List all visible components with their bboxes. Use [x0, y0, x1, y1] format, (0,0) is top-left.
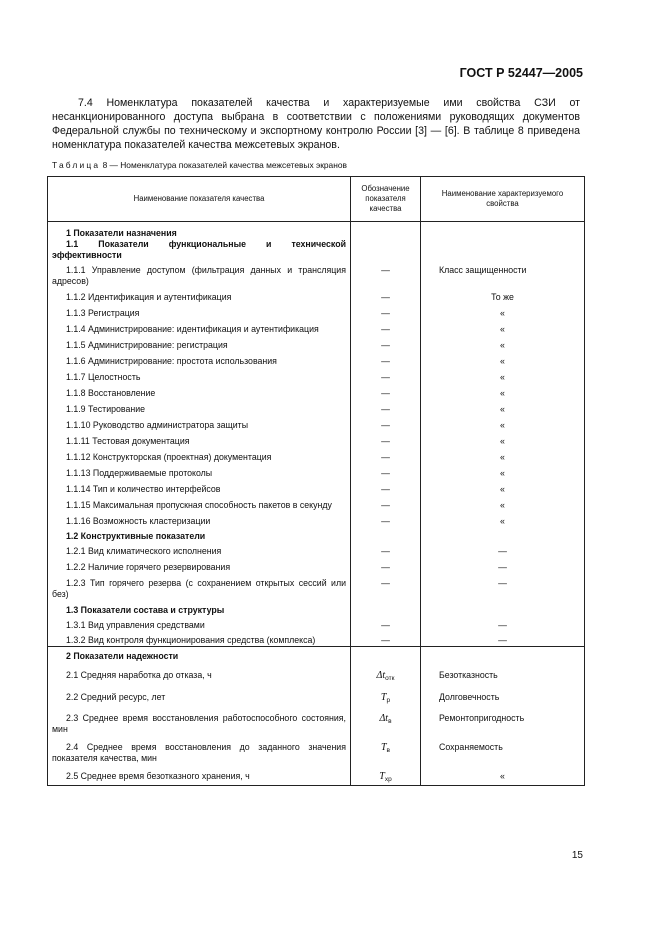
indicator-designation [351, 239, 421, 261]
designation-subscript: в [386, 747, 390, 754]
characterized-property: « [421, 771, 585, 786]
table-row [48, 388, 585, 399]
characterized-property: Безотказность [421, 670, 585, 684]
table-row [48, 670, 585, 684]
indicator-name: 2.5 Среднее время безотказного хранения, ч [48, 771, 351, 786]
table-row [48, 436, 585, 447]
indicator-name: 1.2.1 Вид климатического исполнения [48, 546, 351, 557]
indicator-designation: — [351, 635, 421, 647]
table-row [48, 324, 585, 335]
quality-indicators-table [47, 176, 585, 786]
designation-symbol: Δt [376, 670, 386, 681]
table-row [48, 500, 585, 511]
table-row [48, 516, 585, 527]
indicator-name: 1.1.4 Администрирование: идентификация и аутентификация [48, 324, 351, 335]
indicator-name: 2 Показатели надежности [48, 651, 351, 662]
indicator-name: 1.2 Конструктивные показатели [48, 531, 351, 542]
indicator-name: 1.1.11 Тестовая документация [48, 436, 351, 447]
indicator-name: 1 Показатели назначения [48, 222, 351, 240]
indicator-name: 2.4 Среднее время восстановления до заданного значения показателя качества, мин [48, 742, 351, 764]
characterized-property [421, 239, 585, 261]
table-row [48, 742, 585, 764]
characterized-property: « [421, 500, 585, 511]
row-spacer [48, 706, 585, 713]
table-row [48, 562, 585, 573]
designation-symbol: T [380, 692, 387, 703]
table-row [48, 651, 585, 662]
table-row [48, 356, 585, 367]
designation-subscript: р [386, 697, 391, 704]
indicator-designation: — [351, 420, 421, 431]
indicator-name: 1.1.9 Тестирование [48, 404, 351, 415]
characterized-property: — [421, 546, 585, 557]
table-row [48, 605, 585, 616]
table-row [48, 372, 585, 383]
indicator-name: 1.1.16 Возможность кластеризации [48, 516, 351, 527]
indicator-designation: — [351, 356, 421, 367]
table-row [48, 468, 585, 479]
indicator-name: 1.3.2 Вид контроля функционирования средства (комплекса) [48, 635, 351, 647]
table-row [48, 578, 585, 600]
designation-symbol: T [380, 742, 387, 753]
designation-subscript: отк [385, 675, 395, 682]
characterized-property: — [421, 562, 585, 573]
indicator-name: 1.1.5 Администрирование: регистрация [48, 340, 351, 351]
characterized-property: « [421, 388, 585, 399]
indicator-designation: — [351, 308, 421, 319]
indicator-designation: — [351, 500, 421, 511]
caption-text: 8 — Номенклатура показателей качества межсетевых экранов [100, 160, 347, 170]
characterized-property: « [421, 308, 585, 319]
row-spacer [48, 735, 585, 742]
indicator-designation [351, 742, 421, 764]
characterized-property: « [421, 436, 585, 447]
characterized-property [421, 605, 585, 616]
indicator-designation: — [351, 562, 421, 573]
table-row [48, 340, 585, 351]
indicator-designation: — [351, 578, 421, 600]
indicator-designation [351, 771, 421, 786]
characterized-property: — [421, 620, 585, 631]
table-row [48, 692, 585, 706]
characterized-property: « [421, 324, 585, 335]
characterized-property: « [421, 356, 585, 367]
indicator-name: 1.1.15 Максимальная пропускная способность пакетов в секунду [48, 500, 351, 511]
indicator-designation: — [351, 546, 421, 557]
row-spacer [48, 764, 585, 771]
table-body [48, 222, 585, 786]
caption-prefix: Таблица [52, 160, 101, 170]
indicator-designation: — [351, 324, 421, 335]
table-row [48, 404, 585, 415]
indicator-designation [351, 531, 421, 542]
indicator-designation: — [351, 452, 421, 463]
indicator-name: 2.1 Средняя наработка до отказа, ч [48, 670, 351, 684]
characterized-property [421, 651, 585, 662]
table-row [48, 620, 585, 631]
table-row [48, 265, 585, 287]
indicator-designation: — [351, 484, 421, 495]
characterized-property: — [421, 635, 585, 647]
indicator-name: 1.1.8 Восстановление [48, 388, 351, 399]
indicator-designation: — [351, 404, 421, 415]
table-row [48, 713, 585, 735]
indicator-name: 1.2.2 Наличие горячего резервирования [48, 562, 351, 573]
designation-symbol: T [379, 771, 385, 782]
document-header: ГОСТ Р 52447—2005 [459, 66, 583, 80]
characterized-property: То же [421, 292, 585, 303]
header-designation: Обозначение показателя качества [351, 177, 421, 222]
indicator-designation [351, 222, 421, 240]
characterized-property: « [421, 372, 585, 383]
designation-subscript: в [388, 718, 392, 725]
designation-subscript: хр [384, 776, 392, 783]
row-spacer [48, 662, 585, 670]
table-row [48, 635, 585, 647]
table-row [48, 531, 585, 542]
indicator-name: 2.3 Среднее время восстановления работоспособного состояния, мин [48, 713, 351, 735]
indicator-name: 1.3 Показатели состава и структуры [48, 605, 351, 616]
characterized-property [421, 531, 585, 542]
indicator-name: 1.1.3 Регистрация [48, 308, 351, 319]
indicator-designation: — [351, 388, 421, 399]
page-number: 15 [571, 850, 583, 861]
indicator-name: 1.1.14 Тип и количество интерфейсов [48, 484, 351, 495]
indicator-name: 1.1.6 Администрирование: простота использования [48, 356, 351, 367]
characterized-property: Класс защищенности [421, 265, 585, 287]
characterized-property [421, 222, 585, 240]
table-row [48, 546, 585, 557]
indicator-name: 1.1.7 Целостность [48, 372, 351, 383]
indicator-designation [351, 692, 421, 706]
table-row [48, 239, 585, 261]
intro-paragraph: 7.4 Номенклатура показателей качества и характеризуемые ими свойства СЗИ от несанкционированного доступа выбрана в соответствии с положениями руководящих документов Федеральной службы по техническому и экспортному контролю России [3] — [6]. В таблице 8 приведена номенклатура показателей качества межсетевых экранов. [52, 97, 580, 151]
table-row [48, 420, 585, 431]
indicator-name: 1.1.1 Управление доступом (фильтрация данных и трансляция адресов) [48, 265, 351, 287]
indicator-name: 1.2.3 Тип горячего резерва (с сохранением открытых сессий или без) [48, 578, 351, 600]
characterized-property: « [421, 484, 585, 495]
indicator-designation: — [351, 468, 421, 479]
indicator-name: 1.3.1 Вид управления средствами [48, 620, 351, 631]
table-row [48, 771, 585, 786]
table-caption [52, 160, 347, 170]
indicator-designation: — [351, 436, 421, 447]
characterized-property: Сохраняемость [421, 742, 585, 764]
characterized-property: « [421, 340, 585, 351]
indicator-name: 1.1.2 Идентификация и аутентификация [48, 292, 351, 303]
header-property: Наименование характеризуемого свойства [421, 177, 585, 222]
characterized-property: « [421, 468, 585, 479]
indicator-name: 1.1.13 Поддерживаемые протоколы [48, 468, 351, 479]
characterized-property: « [421, 404, 585, 415]
indicator-designation: — [351, 620, 421, 631]
table-row [48, 452, 585, 463]
table-row [48, 292, 585, 303]
characterized-property: « [421, 516, 585, 527]
designation-symbol: Δt [379, 713, 389, 724]
indicator-designation: — [351, 340, 421, 351]
indicator-designation [351, 605, 421, 616]
indicator-designation [351, 651, 421, 662]
indicator-name: 1.1.12 Конструкторская (проектная) документация [48, 452, 351, 463]
table-row [48, 308, 585, 319]
characterized-property: « [421, 452, 585, 463]
indicator-name: 1.1.10 Руководство администратора защиты [48, 420, 351, 431]
characterized-property: « [421, 420, 585, 431]
indicator-designation: — [351, 265, 421, 287]
indicator-name: 1.1 Показатели функциональные и технической эффективности [48, 239, 351, 261]
characterized-property: Долговечность [421, 692, 585, 706]
characterized-property: — [421, 578, 585, 600]
table-row [48, 484, 585, 495]
indicator-designation [351, 670, 421, 684]
indicator-designation [351, 713, 421, 735]
table-row [48, 222, 585, 240]
indicator-designation: — [351, 292, 421, 303]
characterized-property: Ремонтопригодность [421, 713, 585, 735]
header-indicator-name: Наименование показателя качества [48, 177, 351, 222]
indicator-designation: — [351, 372, 421, 383]
indicator-designation: — [351, 516, 421, 527]
indicator-name: 2.2 Средний ресурс, лет [48, 692, 351, 706]
row-spacer [48, 684, 585, 692]
